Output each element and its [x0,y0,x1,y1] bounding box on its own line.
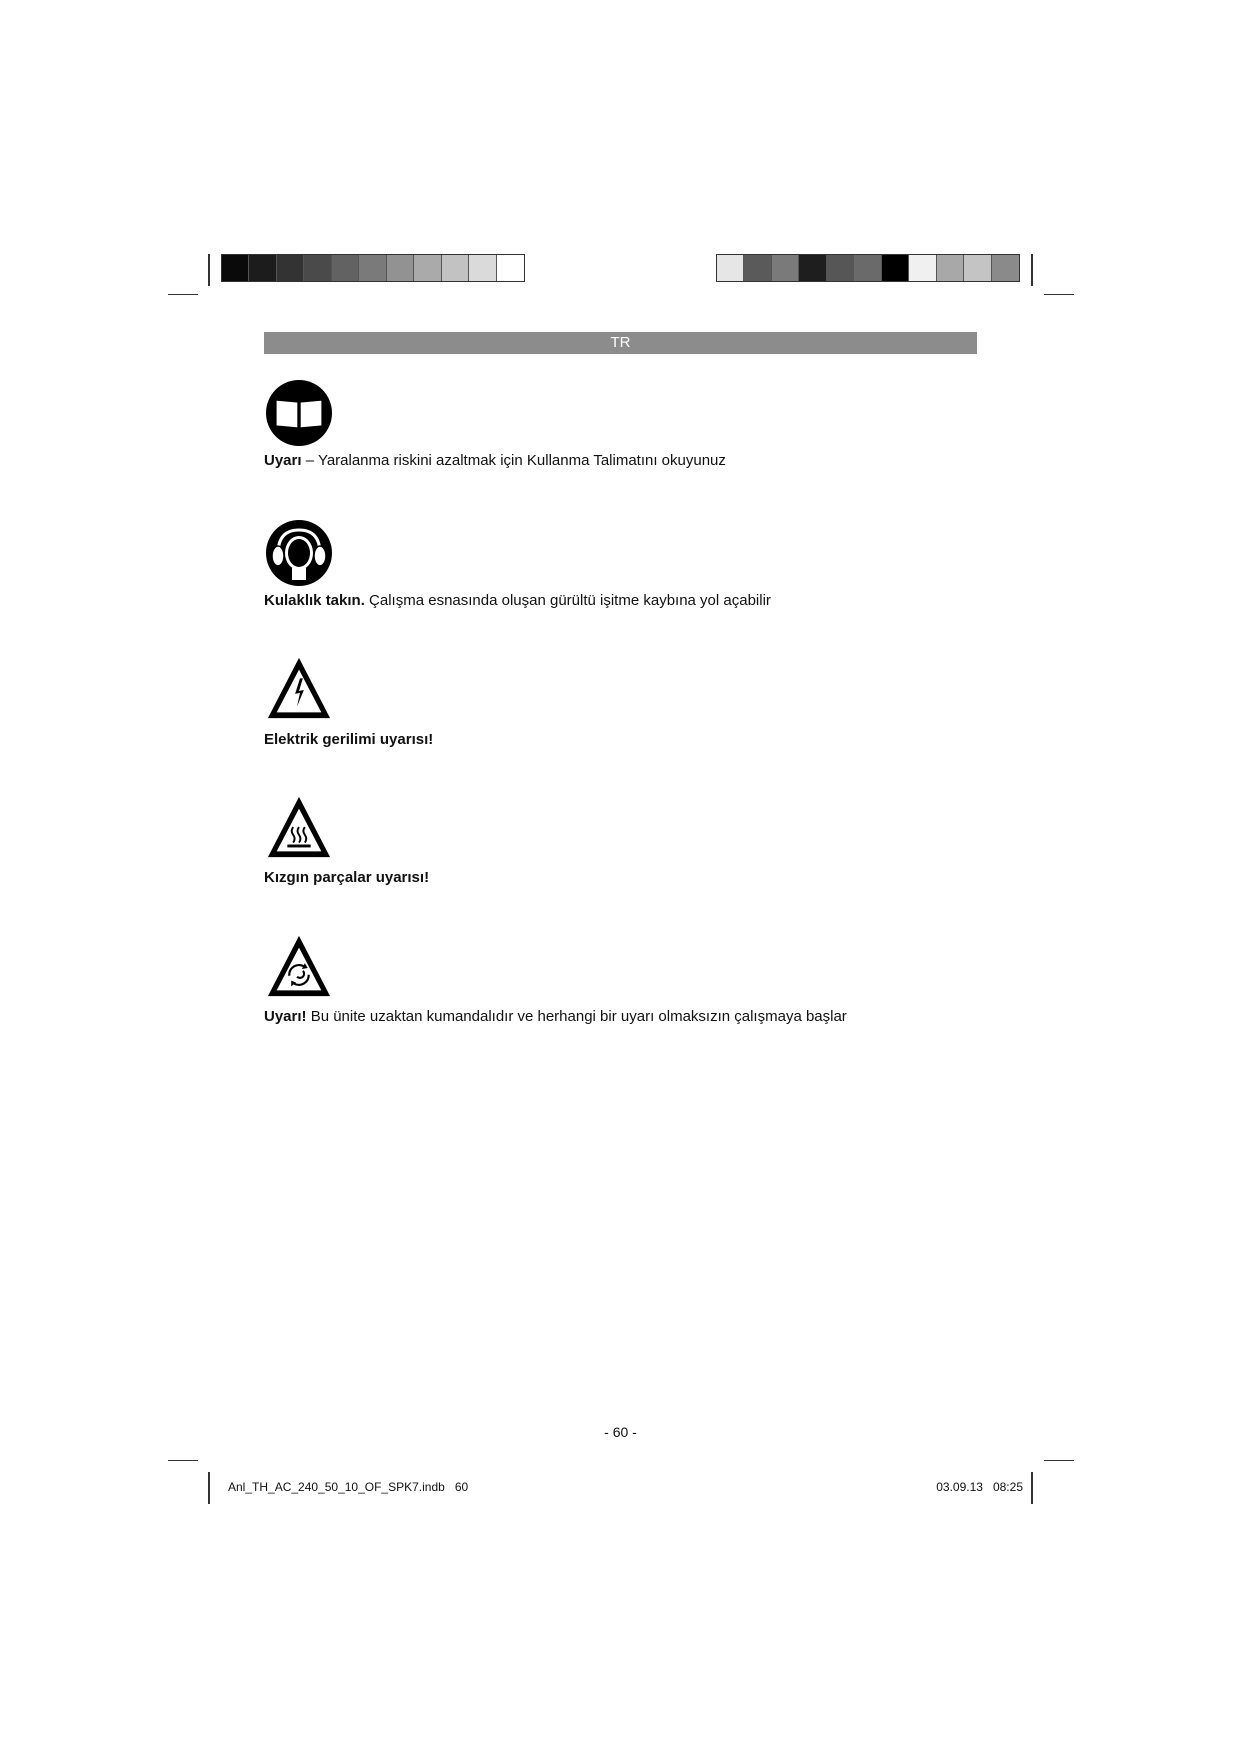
calibration-swatch [387,255,414,281]
calibration-swatch [992,255,1019,281]
calibration-swatch [332,255,359,281]
footer-file-name: Anl_TH_AC_240_50_10_OF_SPK7.indb 60 [228,1480,469,1494]
read-manual-icon [264,378,334,448]
calibration-swatch [414,255,441,281]
calibration-swatch [222,255,249,281]
automatic-start-warning-icon [264,933,334,1001]
calibration-swatch [772,255,799,281]
crop-mark-bottom-left-vertical [208,1472,210,1504]
hot-surface-warning-icon [264,794,334,862]
caption-ear-protection [264,592,771,610]
crop-mark-top-right-horizontal [1044,294,1074,295]
page-number: - 60 - [604,1424,637,1440]
caption-automatic-start [264,1008,847,1026]
calibration-swatch [744,255,771,281]
crop-mark-top-right-vertical [1031,254,1033,286]
crop-mark-bottom-right-horizontal [1044,1460,1074,1461]
calibration-swatch [717,255,744,281]
crop-mark-top-left-horizontal [168,294,198,295]
calibration-swatch [827,255,854,281]
calibration-swatch [799,255,826,281]
calibration-swatch [909,255,936,281]
calibration-swatch [359,255,386,281]
calibration-swatch [497,255,524,281]
crop-mark-top-left-vertical [208,254,210,286]
caption-hot-surface [264,869,429,887]
calibration-bar-right [716,254,1020,282]
caption-read-manual-text: – Yaralanma riskini azaltmak için Kullanma Talimatını okuyunuz [301,452,726,469]
caption-hot-surface-bold: Kızgın parçalar uyarısı! [264,869,430,886]
footer-date-time: 03.09.13 08:25 [936,1480,1023,1494]
language-code: TR [610,334,631,351]
crop-mark-bottom-left-horizontal [168,1460,198,1461]
calibration-swatch [964,255,991,281]
calibration-swatch [937,255,964,281]
language-header-bar [264,332,977,354]
calibration-swatch [277,255,304,281]
calibration-swatch [854,255,881,281]
calibration-bar-left [221,254,525,282]
calibration-swatch [469,255,496,281]
caption-read-manual-bold: Uyarı [264,452,302,469]
calibration-swatch [249,255,276,281]
caption-automatic-start-bold: Uyarı! [264,1008,307,1025]
caption-electric-voltage [264,731,433,749]
electric-voltage-warning-icon [264,655,334,723]
calibration-swatch [442,255,469,281]
calibration-swatch [882,255,909,281]
calibration-swatch [304,255,331,281]
caption-ear-protection-bold: Kulaklık takın. [264,592,365,609]
caption-automatic-start-text: Bu ünite uzaktan kumandalıdır ve herhangi bir uyarı olmaksızın çalışmaya başlar [306,1008,847,1025]
caption-ear-protection-text: Çalışma esnasında oluşan gürültü işitme kaybına yol açabilir [364,592,771,609]
caption-read-manual [264,452,726,470]
crop-mark-bottom-right-vertical [1031,1472,1033,1504]
ear-protection-icon [264,518,334,588]
caption-electric-voltage-bold: Elektrik gerilimi uyarısı! [264,731,434,748]
